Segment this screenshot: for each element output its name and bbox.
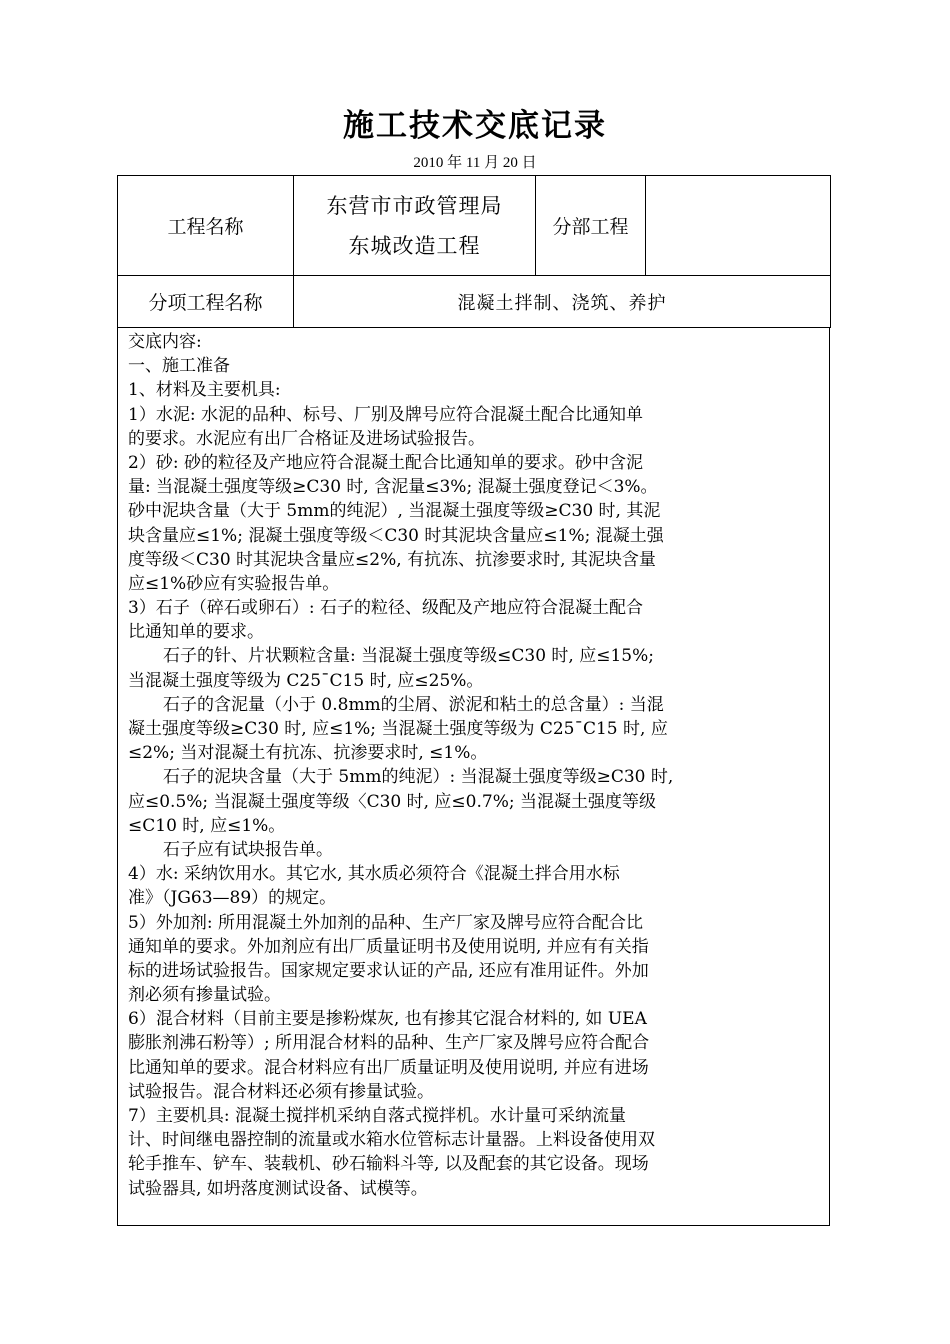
- subitem-name-label: 分项工程名称: [118, 276, 294, 328]
- content-line: 交底内容:: [128, 332, 202, 352]
- project-name-line1: 东营市市政管理局: [326, 193, 503, 218]
- content-line: 石子应有试块报告单。: [163, 839, 333, 860]
- content-line: 试验器具, 如坍落度测试设备、试模等。: [128, 1178, 428, 1199]
- content-line: 标的进场试验报告。国家规定要求认证的产品, 还应有准用证件。外加: [128, 960, 649, 981]
- content-line: 2）砂: 砂的粒径及产地应符合混凝土配合比通知单的要求。砂中含泥: [128, 452, 643, 473]
- content-line: 通知单的要求。外加剂应有出厂质量证明书及使用说明, 并应有有关指: [128, 936, 649, 957]
- content-line: 比通知单的要求。: [128, 622, 264, 643]
- briefing-content-box: [117, 327, 830, 1226]
- content-line: 试验报告。混合材料还必须有掺量试验。: [128, 1081, 434, 1102]
- project-name-value: [294, 176, 536, 276]
- content-line: 准》（JG63—89）的规定。: [128, 888, 337, 909]
- record-date: 2010 年 11 月 20 日: [413, 155, 537, 171]
- content-line: 7）主要机具: 混凝土搅拌机采纳自落式搅拌机。水计量可采纳流量: [128, 1106, 626, 1126]
- content-line: 量: 当混凝土强度等级≥C30 时, 含泥量≤3%; 混凝土强度登记＜3%。: [128, 477, 658, 498]
- content-line: 的要求。水泥应有出厂合格证及进场试验报告。: [128, 428, 485, 449]
- content-line: 膨胀剂沸石粉等）; 所用混合材料的品种、生产厂家及牌号应符合配合: [128, 1033, 650, 1054]
- content-line: ≤C10 时, 应≤1%。: [128, 815, 286, 836]
- subitem-name-value: 混凝土拌制、浇筑、养护: [294, 276, 831, 328]
- header-table: [117, 175, 831, 328]
- content-line: 比通知单的要求。混合材料应有出厂质量证明及使用说明, 并应有进场: [128, 1057, 649, 1078]
- content-line: 1、材料及主要机具:: [128, 380, 281, 401]
- content-line: 凝土强度等级≥C30 时, 应≤1%; 当混凝土强度等级为 C25¯C15 时, 应: [128, 719, 668, 739]
- content-line: 一、施工准备: [128, 356, 230, 377]
- content-line: 计、时间继电器控制的流量或水箱水位管标志计量器。上料设备使用双: [128, 1130, 655, 1151]
- project-name-line2: 东城改造工程: [348, 233, 481, 258]
- briefing-content: [128, 330, 828, 1201]
- content-line: 应≤0.5%; 当混凝土强度等级〈C30 时, 应≤0.7%; 当混凝土强度等级: [128, 791, 656, 812]
- content-line: 度等级＜C30 时其泥块含量应≤2%, 有抗冻、抗渗要求时, 其泥块含量: [128, 549, 656, 570]
- content-line: 6）混合材料（目前主要是掺粉煤灰, 也有掺其它混合材料的, 如 UEA: [128, 1009, 647, 1030]
- content-line: 当混凝土强度等级为 C25¯C15 时, 应≤25%。: [128, 670, 484, 691]
- content-line: 应≤1%砂应有实验报告单。: [128, 573, 340, 594]
- division-value: [646, 176, 831, 276]
- content-line: 石子的针、片状颗粒含量: 当混凝土强度等级≤C30 时, 应≤15%;: [163, 646, 654, 667]
- project-name-label: 工程名称: [118, 176, 294, 276]
- content-line: 5）外加剂: 所用混凝土外加剂的品种、生产厂家及牌号应符合配合比: [128, 912, 643, 933]
- page-title: 施工技术交底记录: [343, 108, 607, 144]
- content-line: 1）水泥: 水泥的品种、标号、厂别及牌号应符合混凝土配合比通知单: [128, 404, 643, 425]
- content-line: 轮手推车、铲车、装载机、砂石输料斗等, 以及配套的其它设备。现场: [128, 1154, 649, 1175]
- content-line: 石子的含泥量（小于 0.8mm的尘屑、淤泥和粘土的总含量）: 当混: [163, 694, 664, 715]
- content-line: 石子的泥块含量（大于 5mm的纯泥）: 当混凝土强度等级≥C30 时,: [163, 767, 674, 788]
- division-label: 分部工程: [536, 176, 646, 276]
- content-line: 3）石子（碎石或卵石）: 石子的粒径、级配及产地应符合混凝土配合: [128, 598, 643, 619]
- content-line: 剂必须有掺量试验。: [128, 985, 281, 1006]
- content-line: 块含量应≤1%; 混凝土强度等级＜C30 时其泥块含量应≤1%; 混凝土强: [128, 525, 664, 546]
- content-line: ≤2%; 当对混凝土有抗冻、抗渗要求时, ≤1%。: [128, 743, 488, 764]
- content-line: 砂中泥块含量（大于 5mm的纯泥）, 当混凝土强度等级≥C30 时, 其泥: [128, 501, 661, 522]
- content-line: 4）水: 采纳饮用水。其它水, 其水质必须符合《混凝土拌合用水标: [128, 864, 620, 885]
